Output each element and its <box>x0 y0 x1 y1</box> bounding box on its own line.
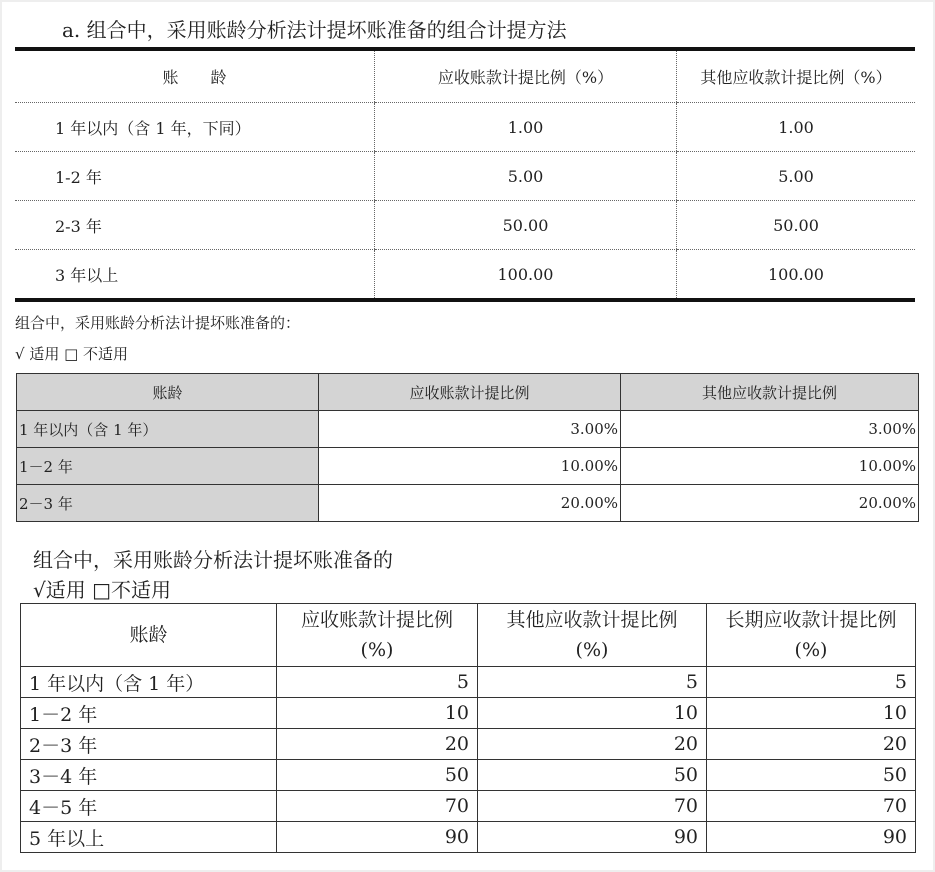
table-cell: 10 <box>478 698 707 729</box>
table-cell: 3.00% <box>319 411 621 448</box>
header-unit: (%) <box>794 639 828 661</box>
table-header-cell <box>21 604 277 667</box>
table-cell: 70 <box>277 791 478 822</box>
table-cell: 90 <box>478 822 707 853</box>
table-cell: 5 年以上 <box>21 822 277 853</box>
aging-table-3 <box>20 603 916 853</box>
table-row <box>15 152 915 201</box>
table-row <box>21 822 916 853</box>
table-header-row <box>21 604 916 667</box>
table-cell: 100.00 <box>677 250 916 301</box>
table-cell: 5 <box>277 667 478 698</box>
table-header-row <box>15 49 915 103</box>
table-cell: 5 <box>478 667 707 698</box>
table-cell: 20.00% <box>621 485 919 522</box>
table-cell: 1 年以内（含 1 年） <box>21 667 277 698</box>
table-row <box>15 250 915 301</box>
section2-applicable: √ 适用 □ 不适用 <box>15 345 129 363</box>
table-row <box>15 103 915 152</box>
table-cell: 1－2 年 <box>17 448 319 485</box>
table-cell: 10.00% <box>621 448 919 485</box>
table-cell: 70 <box>478 791 707 822</box>
header-unit: (%) <box>360 639 394 661</box>
table-row <box>17 448 919 485</box>
section1-title: a. 组合中，采用账龄分析法计提坏账准备的组合计提方法 <box>62 18 567 42</box>
table-cell: 50 <box>277 760 478 791</box>
table-cell: 20 <box>707 729 916 760</box>
header-label: 应收账款计提比例 <box>300 609 453 631</box>
table-cell: 其他应收款计提比例（%） <box>677 49 916 103</box>
table-cell: 5.00 <box>677 152 916 201</box>
table-cell: 10.00% <box>319 448 621 485</box>
header-label: 长期应收款计提比例 <box>725 609 897 631</box>
table-cell: 应收账款计提比例（%） <box>375 49 677 103</box>
table-cell: 1 年以内（含 1 年） <box>17 411 319 448</box>
table-cell: 1 年以内（含 1 年，下同） <box>15 103 375 152</box>
table-cell: 其他应收款计提比例 <box>621 374 919 411</box>
table-cell: 1－2 年 <box>21 698 277 729</box>
table-cell: 5.00 <box>375 152 677 201</box>
table-cell: 50 <box>707 760 916 791</box>
table-cell: 4－5 年 <box>21 791 277 822</box>
table-row <box>21 698 916 729</box>
table-cell: 10 <box>277 698 478 729</box>
table-cell: 3 年以上 <box>55 265 119 285</box>
header-label: 账龄 <box>129 624 168 646</box>
table-header-row <box>17 374 919 411</box>
table-row <box>21 729 916 760</box>
table-cell: 3.00% <box>621 411 919 448</box>
table-header-cell <box>478 604 707 667</box>
table-cell: 1-2 年 <box>15 152 375 201</box>
table-cell: 5 <box>707 667 916 698</box>
table-cell: 90 <box>277 822 478 853</box>
table-cell: 20 <box>478 729 707 760</box>
table-cell: 1.00 <box>375 103 677 152</box>
table-cell: 账龄 <box>17 374 319 411</box>
header-unit: (%) <box>575 639 609 661</box>
table-cell: 应收账款计提比例 <box>319 374 621 411</box>
table-header-cell <box>277 604 478 667</box>
table-row <box>21 760 916 791</box>
table-cell: 90 <box>707 822 916 853</box>
table-cell: 2－3 年 <box>17 485 319 522</box>
table-cell: 70 <box>707 791 916 822</box>
section3-applicable: √适用 □不适用 <box>33 578 171 602</box>
table-row <box>21 667 916 698</box>
table-cell: 3－4 年 <box>21 760 277 791</box>
table-cell: 20.00% <box>319 485 621 522</box>
table-cell: 2－3 年 <box>21 729 277 760</box>
table-cell: 10 <box>707 698 916 729</box>
aging-table-2 <box>16 373 919 522</box>
table-cell: 1.00 <box>677 103 916 152</box>
table-header-cell <box>707 604 916 667</box>
table-cell: 100.00 <box>375 250 677 301</box>
aging-table-1 <box>15 47 915 302</box>
table-row <box>17 411 919 448</box>
table-cell: 50 <box>478 760 707 791</box>
table-cell: 账 龄 <box>15 49 375 103</box>
table-row <box>15 201 915 250</box>
table-cell: 2-3 年 <box>15 201 375 250</box>
header-label: 其他应收款计提比例 <box>506 609 678 631</box>
table-cell: 20 <box>277 729 478 760</box>
table-cell: 50.00 <box>375 201 677 250</box>
table-row <box>17 485 919 522</box>
table-row <box>21 791 916 822</box>
section3-note: 组合中，采用账龄分析法计提坏账准备的 <box>33 548 393 572</box>
table-cell: 50.00 <box>677 201 916 250</box>
section2-note: 组合中，采用账龄分析法计提坏账准备的： <box>15 314 301 332</box>
